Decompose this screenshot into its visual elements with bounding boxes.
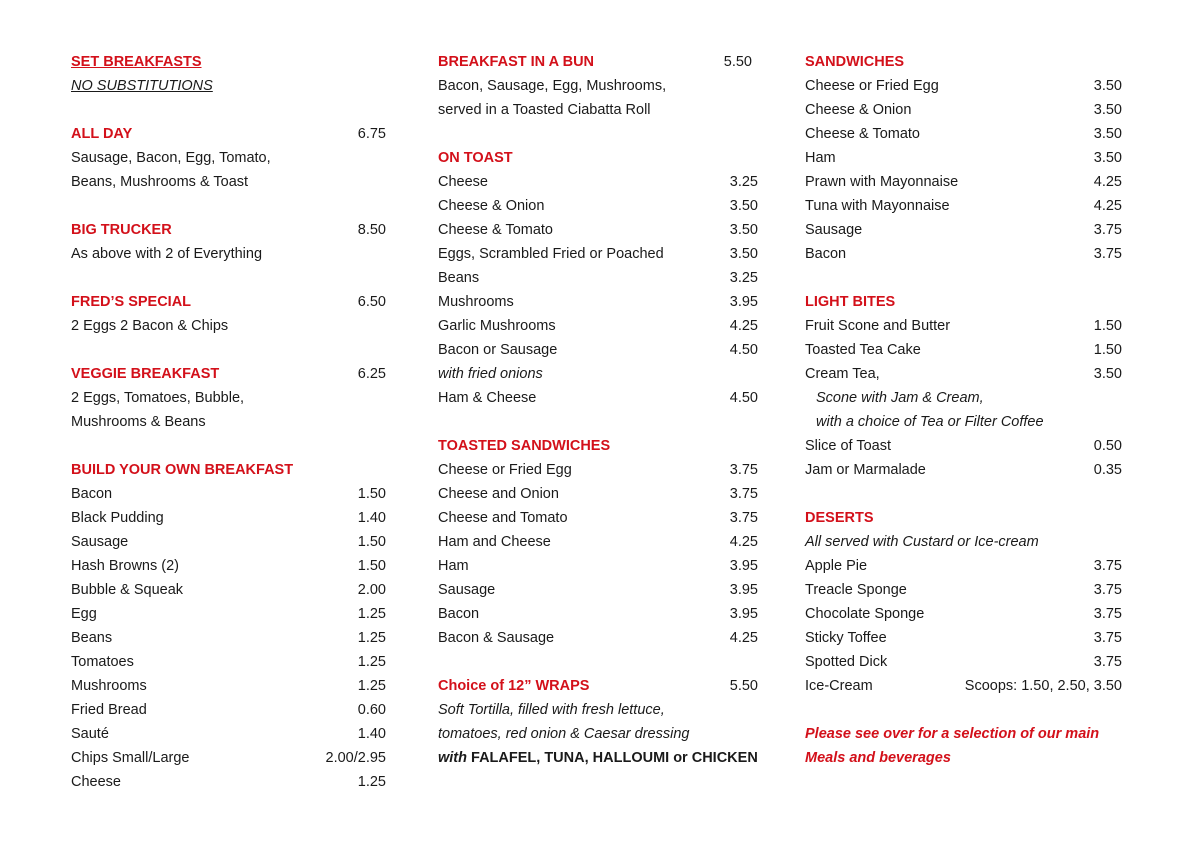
item-price: 3.50 <box>1093 78 1122 94</box>
veggie-desc-2 <box>71 410 386 434</box>
item-name: Jam or Marmalade <box>805 462 926 478</box>
item-price: 3.50 <box>1093 102 1122 118</box>
menu-item <box>71 626 386 650</box>
item-price: 4.50 <box>729 342 758 358</box>
item-price: 3.75 <box>1093 582 1122 598</box>
light-bites-list-b <box>805 434 1122 482</box>
item-price: 3.95 <box>729 582 758 598</box>
deserts-list <box>805 554 1122 674</box>
item-name: Tuna with Mayonnaise <box>805 198 950 214</box>
item-price: 2.00/2.95 <box>325 750 386 766</box>
on-toast-title: ON TOAST <box>438 150 513 166</box>
menu-item <box>805 218 1122 242</box>
menu-item <box>438 194 758 218</box>
menu-item <box>71 746 386 770</box>
menu-item <box>805 74 1122 98</box>
item-price: 4.25 <box>729 630 758 646</box>
wraps-desc-text-1: Soft Tortilla, filled with fresh lettuce, <box>438 702 665 718</box>
item-price: 3.75 <box>729 510 758 526</box>
item-price: 3.75 <box>1093 222 1122 238</box>
item-name: Ham <box>805 150 836 166</box>
menu-item <box>438 530 758 554</box>
freds-special-price: 6.50 <box>357 294 386 310</box>
footer-note-text-2: Meals and beverages <box>805 750 951 766</box>
item-price: 0.60 <box>357 702 386 718</box>
menu-item <box>71 602 386 626</box>
item-price: 3.95 <box>729 558 758 574</box>
item-name: Black Pudding <box>71 510 164 526</box>
sandwiches-list <box>805 74 1122 266</box>
all-day-title: ALL DAY <box>71 126 133 142</box>
cream-tea-desc-1 <box>805 386 1122 410</box>
all-day-price: 6.75 <box>357 126 386 142</box>
item-price: 1.25 <box>357 678 386 694</box>
item-name: Bacon <box>438 606 480 622</box>
item-name: Beans <box>71 630 113 646</box>
item-name: Ham <box>438 558 469 574</box>
menu-item <box>805 554 1122 578</box>
cream-tea-desc-text-2: with a choice of Tea or Filter Coffee <box>816 414 1044 430</box>
veggie-heading <box>71 362 386 386</box>
big-trucker-title: BIG TRUCKER <box>71 222 172 238</box>
menu-item <box>438 458 758 482</box>
item-price: 3.75 <box>1093 606 1122 622</box>
item-price: 3.25 <box>729 270 758 286</box>
menu-item <box>438 626 758 650</box>
menu-item <box>438 506 758 530</box>
bun-desc-2 <box>438 98 758 122</box>
item-name: Cheese and Tomato <box>438 510 568 526</box>
all-day-desc-1 <box>71 146 386 170</box>
item-name: Egg <box>71 606 97 622</box>
wraps-desc-1 <box>438 698 758 722</box>
big-trucker-heading <box>71 218 386 242</box>
menu-item <box>71 722 386 746</box>
menu-item <box>805 122 1122 146</box>
menu-item <box>805 650 1122 674</box>
cream-tea-desc-text-1: Scone with Jam & Cream, <box>816 390 984 406</box>
item-name: Cheese & Onion <box>805 102 912 118</box>
menu-item <box>438 314 758 338</box>
item-price: 3.75 <box>729 462 758 478</box>
freds-special-desc-text: 2 Eggs 2 Bacon & Chips <box>71 318 229 334</box>
item-name: Toasted Tea Cake <box>805 342 921 358</box>
on-toast-heading <box>438 146 758 170</box>
item-name: Bacon <box>805 246 847 262</box>
item-price: 3.50 <box>729 222 758 238</box>
menu-item <box>438 578 758 602</box>
item-price: 3.50 <box>729 198 758 214</box>
on-toast-note-text: with fried onions <box>438 366 543 382</box>
veggie-title: VEGGIE BREAKFAST <box>71 366 220 382</box>
item-name: Cheese & Onion <box>438 198 545 214</box>
byo-list <box>71 482 386 794</box>
no-substitutions-text: NO SUBSTITUTIONS <box>71 78 213 94</box>
veggie-price: 6.25 <box>357 366 386 382</box>
wraps-price: 5.50 <box>729 678 758 694</box>
item-name: Sausage <box>805 222 863 238</box>
sandwiches-title: SANDWICHES <box>805 54 905 70</box>
big-trucker-desc-text: As above with 2 of Everything <box>71 246 263 262</box>
wraps-desc-text-2: tomatoes, red onion & Caesar dressing <box>438 726 690 742</box>
menu-item <box>805 626 1122 650</box>
item-price: 4.25 <box>1093 174 1122 190</box>
footer-note-text-1: Please see over for a selection of our main <box>805 726 1100 742</box>
item-price: 1.50 <box>357 486 386 502</box>
freds-special-heading <box>71 290 386 314</box>
menu-item <box>805 194 1122 218</box>
big-trucker-desc <box>71 242 386 266</box>
column-breakfasts <box>71 50 386 794</box>
item-name: Apple Pie <box>805 558 868 574</box>
on-toast-note <box>438 362 758 386</box>
menu-item <box>805 170 1122 194</box>
menu-item <box>71 674 386 698</box>
item-name: Ice-Cream <box>805 678 873 694</box>
item-price: 3.75 <box>1093 558 1122 574</box>
column-sandwiches-bites <box>805 50 1122 770</box>
menu-item <box>805 338 1122 362</box>
veggie-desc-1 <box>71 386 386 410</box>
item-name: Prawn with Mayonnaise <box>805 174 959 190</box>
menu-item <box>805 578 1122 602</box>
wraps-desc-3 <box>438 746 758 770</box>
menu-item <box>805 314 1122 338</box>
deserts-note-text: All served with Custard or Ice-cream <box>805 534 1039 550</box>
deserts-heading <box>805 506 1122 530</box>
all-day-desc-2 <box>71 170 386 194</box>
item-name: Slice of Toast <box>805 438 891 454</box>
item-name: Sauté <box>71 726 109 742</box>
sandwiches-heading <box>805 50 1122 74</box>
item-price: 1.50 <box>1093 318 1122 334</box>
menu-item <box>438 386 758 410</box>
menu-item <box>805 242 1122 266</box>
item-price: 3.75 <box>1093 630 1122 646</box>
big-trucker-price: 8.50 <box>357 222 386 238</box>
item-price: 3.75 <box>1093 654 1122 670</box>
on-toast-list <box>438 170 758 362</box>
item-name: Cream Tea, <box>805 366 880 382</box>
item-name: Cheese or Fried Egg <box>438 462 572 478</box>
menu-item <box>438 170 758 194</box>
light-bites-heading <box>805 290 1122 314</box>
item-price: 3.50 <box>1093 366 1122 382</box>
no-substitutions-note <box>71 74 386 98</box>
item-price: 4.50 <box>729 390 758 406</box>
item-name: Eggs, Scrambled Fried or Poached <box>438 246 664 262</box>
item-price: 3.50 <box>1093 126 1122 142</box>
item-price: 3.75 <box>729 486 758 502</box>
light-bites-list-a <box>805 314 1122 386</box>
all-day-desc-text-1: Sausage, Bacon, Egg, Tomato, <box>71 150 271 166</box>
item-price: 1.40 <box>357 726 386 742</box>
item-name: Fried Bread <box>71 702 147 718</box>
item-price: 1.50 <box>357 558 386 574</box>
item-price: 3.75 <box>1093 246 1122 262</box>
column-toast-sandwiches <box>438 50 758 770</box>
footer-note-1 <box>805 722 1122 746</box>
menu-item <box>805 146 1122 170</box>
freds-special-desc <box>71 314 386 338</box>
item-price: 3.95 <box>729 606 758 622</box>
item-name: Cheese and Onion <box>438 486 559 502</box>
menu-item <box>805 98 1122 122</box>
all-day-heading <box>71 122 386 146</box>
item-name: Sticky Toffee <box>805 630 887 646</box>
item-name: Fruit Scone and Butter <box>805 318 951 334</box>
menu-item <box>438 602 758 626</box>
bun-title: BREAKFAST IN A BUN <box>438 54 595 70</box>
bun-desc-1 <box>438 74 758 98</box>
item-price: 3.50 <box>729 246 758 262</box>
item-price: 1.50 <box>1093 342 1122 358</box>
item-price: 0.35 <box>1093 462 1122 478</box>
menu-item <box>438 242 758 266</box>
item-price: 0.50 <box>1093 438 1122 454</box>
menu-item <box>805 458 1122 482</box>
wraps-title: Choice of 12” WRAPS <box>438 678 590 694</box>
item-name: Hash Browns (2) <box>71 558 179 574</box>
menu-item <box>71 530 386 554</box>
item-name: Mushrooms <box>71 678 147 694</box>
toasted-heading <box>438 434 758 458</box>
veggie-desc-text-1: 2 Eggs, Tomatoes, Bubble, <box>71 390 245 406</box>
item-price: Scoops: 1.50, 2.50, 3.50 <box>964 678 1122 694</box>
bun-heading <box>438 50 758 74</box>
item-price: 4.25 <box>1093 198 1122 214</box>
menu-item <box>438 290 758 314</box>
menu-item <box>805 674 1122 698</box>
bun-desc-text-2: served in a Toasted Ciabatta Roll <box>438 102 651 118</box>
light-bites-title: LIGHT BITES <box>805 294 896 310</box>
byo-title: BUILD YOUR OWN BREAKFAST <box>71 462 294 478</box>
item-name: Chocolate Sponge <box>805 606 925 622</box>
item-name: Cheese <box>438 174 488 190</box>
item-name: Garlic Mushrooms <box>438 318 556 334</box>
item-name: Cheese or Fried Egg <box>805 78 939 94</box>
footer-note-2 <box>805 746 1122 770</box>
menu-item <box>805 602 1122 626</box>
item-name: Bubble & Squeak <box>71 582 184 598</box>
menu-item <box>71 506 386 530</box>
menu-item <box>71 578 386 602</box>
menu-item <box>71 482 386 506</box>
item-price: 1.25 <box>357 774 386 790</box>
item-name: Cheese & Tomato <box>805 126 920 142</box>
item-name: Ham & Cheese <box>438 390 537 406</box>
item-name: Bacon & Sausage <box>438 630 555 646</box>
freds-special-title: FRED’S SPECIAL <box>71 294 192 310</box>
menu-item <box>438 554 758 578</box>
item-name: Ham and Cheese <box>438 534 551 550</box>
byo-heading <box>71 458 386 482</box>
veggie-desc-text-2: Mushrooms & Beans <box>71 414 206 430</box>
menu-item <box>71 770 386 794</box>
item-price: 2.00 <box>357 582 386 598</box>
wraps-with-text: with <box>438 750 467 766</box>
menu-item <box>438 218 758 242</box>
item-price: 3.25 <box>729 174 758 190</box>
item-name: Cheese & Tomato <box>438 222 553 238</box>
bun-desc-text-1: Bacon, Sausage, Egg, Mushrooms, <box>438 78 667 94</box>
wraps-heading <box>438 674 758 698</box>
wraps-desc-2 <box>438 722 758 746</box>
menu-item <box>71 554 386 578</box>
item-price: 3.50 <box>1093 150 1122 166</box>
deserts-note <box>805 530 1122 554</box>
menu-item <box>71 698 386 722</box>
item-price: 4.25 <box>729 318 758 334</box>
menu-item <box>805 434 1122 458</box>
item-name: Beans <box>438 270 480 286</box>
toasted-title: TOASTED SANDWICHES <box>438 438 611 454</box>
menu-item <box>71 650 386 674</box>
cream-tea-desc-2 <box>805 410 1122 434</box>
bun-price: 5.50 <box>723 54 752 70</box>
item-price: 1.25 <box>357 630 386 646</box>
item-price: 1.40 <box>357 510 386 526</box>
toasted-list <box>438 458 758 650</box>
wraps-fillings-text: FALAFEL, TUNA, HALLOUMI or CHICKEN <box>467 750 758 766</box>
item-price: 1.50 <box>357 534 386 550</box>
deserts-title: DESERTS <box>805 510 874 526</box>
menu-item <box>438 482 758 506</box>
item-price: 1.25 <box>357 606 386 622</box>
item-name: Bacon <box>71 486 113 502</box>
item-price: 3.95 <box>729 294 758 310</box>
item-name: Chips Small/Large <box>71 750 190 766</box>
item-name: Bacon or Sausage <box>438 342 558 358</box>
menu-item <box>438 266 758 290</box>
set-breakfasts-title: SET BREAKFASTS <box>71 54 202 70</box>
menu-item <box>438 338 758 362</box>
item-name: Spotted Dick <box>805 654 888 670</box>
item-price: 4.25 <box>729 534 758 550</box>
item-name: Treacle Sponge <box>805 582 907 598</box>
all-day-desc-text-2: Beans, Mushrooms & Toast <box>71 174 249 190</box>
item-name: Tomatoes <box>71 654 134 670</box>
item-name: Mushrooms <box>438 294 514 310</box>
item-price: 1.25 <box>357 654 386 670</box>
item-name: Sausage <box>71 534 129 550</box>
item-name: Sausage <box>438 582 496 598</box>
menu-item <box>805 362 1122 386</box>
section-heading-set-breakfasts <box>71 50 386 74</box>
item-name: Cheese <box>71 774 121 790</box>
